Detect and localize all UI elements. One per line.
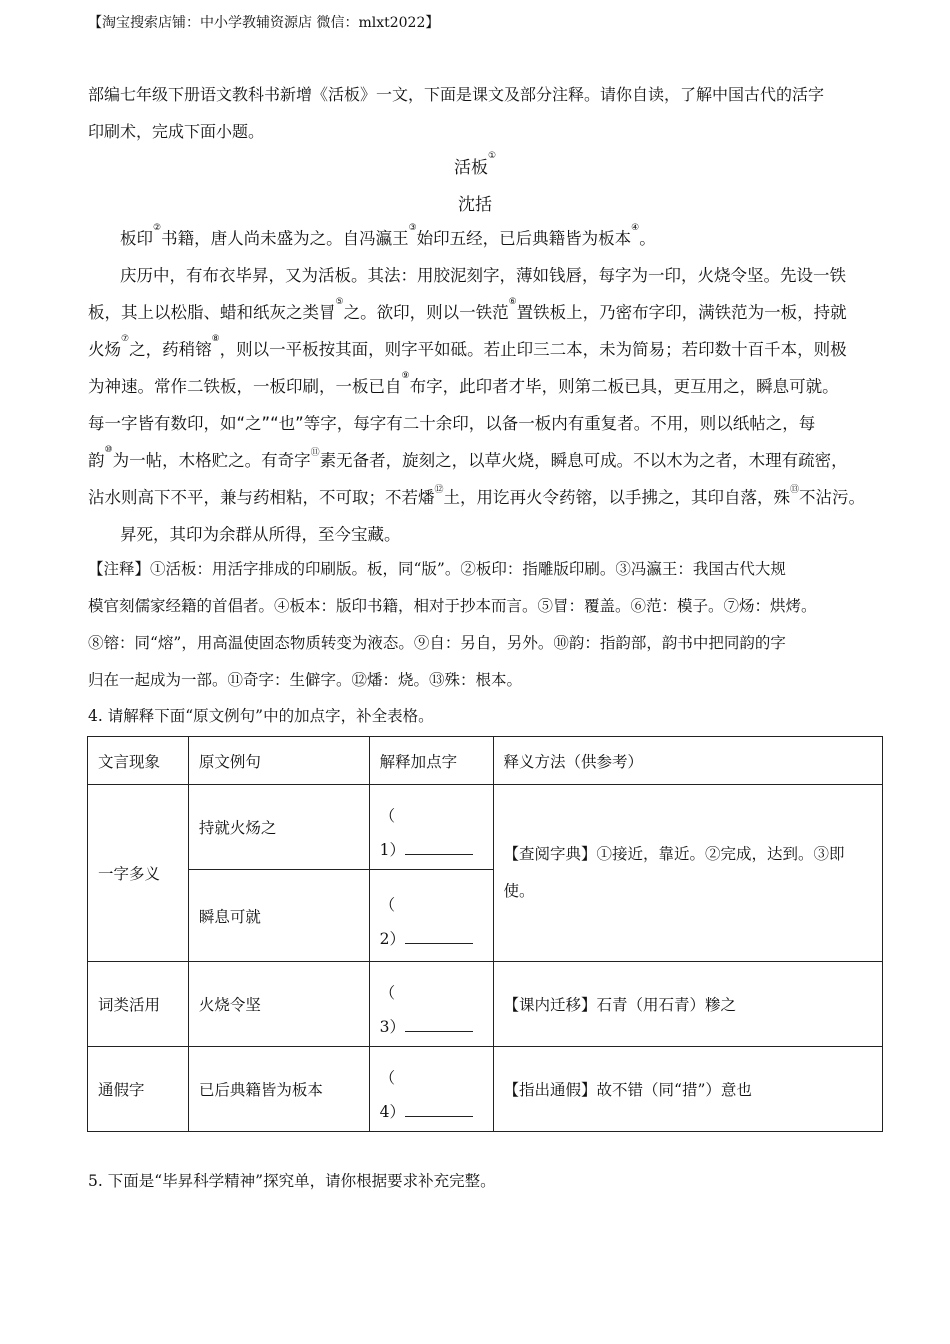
notes-line-2: 模官刻儒家经籍的首倡者。④板本：版印书籍，相对于抄本而言。⑤冒：覆盖。⑥范：模子。⑦炀：烘烤。 (88, 597, 817, 615)
header-cell: 文言现象 (88, 737, 189, 785)
header-cell: 原文例句 (188, 737, 369, 785)
paragraph-3: 昇死，其印为余群从所得，至今宝藏。 (120, 525, 401, 544)
essay-title: 活板① (454, 151, 497, 178)
answer-blank-2[interactable] (405, 929, 473, 944)
paragraph-2-line-2: 板，其上以松脂、蜡和纸灰之类冒⑤之。欲印，则以一铁范⑥置铁板上，乃密布字印，满铁范为一板，持就 (88, 297, 847, 322)
paragraph-2-line-4: 为神速。常作二铁板，一板印刷，一板已自⑨布字，此印者才毕，则第二板已具，更互用之，瞬息可就。 (88, 371, 839, 396)
paragraph-2-line-3: 火炀⑦之，药稍镕⑧，则以一平板按其面，则字平如砥。若止印三二本，未为简易；若印数十百千本，则极 (88, 334, 847, 359)
paragraph-1: 板印②书籍，唐人尚未盛为之。自冯瀛王③始印五经，已后典籍皆为板本④。 (120, 223, 656, 248)
answer-cell-2: （ 2） (369, 870, 493, 962)
method-cell: 【查阅字典】①接近，靠近。②完成，达到。③即使。 (493, 785, 882, 962)
answer-blank-4[interactable] (405, 1102, 473, 1117)
question-4: 4. 请解释下面“原文例句”中的加点字，补全表格。 (88, 707, 434, 725)
notes-line-4: 归在一起成为一部。⑪奇字：生僻字。⑫燔：烧。⑬殊：根本。 (88, 671, 523, 689)
phenomenon-cell: 通假字 (88, 1047, 189, 1132)
answer-cell-4: （ 4） (369, 1047, 493, 1132)
table-row (88, 962, 883, 1047)
paragraph-2-line-1: 庆历中，有布衣毕昇，又为活板。其法：用胶泥刻字，薄如钱唇，每字为一印，火烧令坚。先设一铁 (120, 266, 846, 285)
question-5: 5. 下面是“毕昇科学精神”探究单，请你根据要求补充完整。 (88, 1172, 496, 1190)
answer-blank-1[interactable] (405, 840, 473, 855)
table-row (88, 1047, 883, 1132)
notes-line-3: ⑧镕：同“熔”，用高温使固态物质转变为液态。⑨自：另自，另外。⑩韵：指韵部，韵书中把同韵的字 (88, 634, 786, 652)
method-cell: 【课内迁移】石青（用石青）糁之 (493, 962, 882, 1047)
sentence-cell: 已后典籍皆为板本 (188, 1047, 369, 1132)
sentence-cell: 持就火炀之 (188, 785, 369, 870)
header-cell: 解释加点字 (369, 737, 493, 785)
table-header-row (88, 737, 883, 785)
intro-line-1: 部编七年级下册语文教科书新增《活板》一文，下面是课文及部分注释。请你自读，了解中国古代的活字 (88, 85, 825, 104)
method-cell: 【指出通假】故不错（同“措”）意也 (493, 1047, 882, 1132)
answer-cell-3: （ 3） (369, 962, 493, 1047)
footnote-mark: ① (488, 151, 497, 161)
table-row (88, 785, 883, 870)
answer-table (87, 736, 883, 1132)
phenomenon-cell: 一字多义 (88, 785, 189, 962)
sentence-cell: 火烧令坚 (188, 962, 369, 1047)
phenomenon-cell: 词类活用 (88, 962, 189, 1047)
answer-blank-3[interactable] (405, 1017, 473, 1032)
paragraph-2-line-6: 韵⑩为一帖，木格贮之。有奇字⑪素无备者，旋刻之，以草火烧，瞬息可成。不以木为之者，木理有疏密， (88, 445, 848, 470)
paragraph-2-line-5: 每一字皆有数印，如“之”“也”等字，每字有二十余印，以备一板内有重复者。不用，则以纸帖之，每 (88, 414, 816, 433)
paragraph-2-line-7: 沾水则高下不平，兼与药相粘，不可取；不若燔⑫土，用讫再火令药镕，以手拂之，其印自落，殊⑬不沾污。 (88, 485, 866, 507)
source-header: 【淘宝搜索店铺：中小学教辅资源店 微信：mlxt2022】 (88, 15, 440, 31)
answer-cell-1: （ 1） (369, 785, 493, 870)
header-cell: 释义方法（供参考） (493, 737, 882, 785)
essay-author: 沈括 (458, 195, 492, 215)
notes-line-1: 【注释】①活板：用活字排成的印刷版。板，同“版”。②板印：指雕版印刷。③冯瀛王：我国古代大规 (88, 560, 786, 578)
intro-line-2: 印刷术，完成下面小题。 (88, 122, 265, 141)
sentence-cell: 瞬息可就 (188, 870, 369, 962)
